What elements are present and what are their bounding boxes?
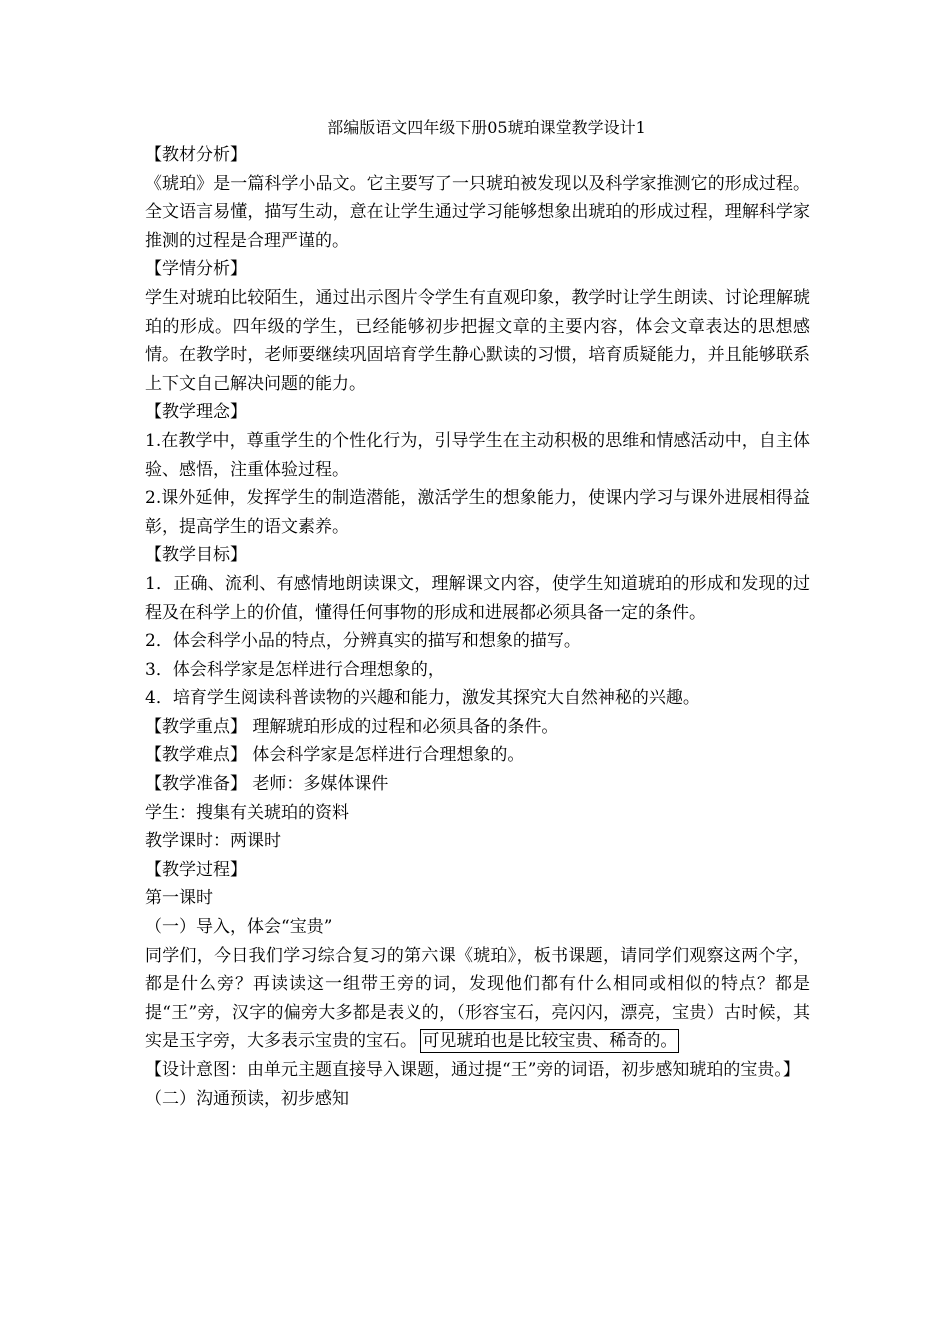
concept-heading: 【教学理念】 — [145, 402, 247, 423]
step-2-heading: （二）沟通预读，初步感知 — [145, 1088, 349, 1109]
difficulty: 【教学难点】 体会科学家是怎样进行合理想象的。 — [145, 745, 525, 766]
prep-teacher: 【教学准备】 老师：多媒体课件 — [145, 774, 389, 795]
goal-item-4: 4．培育学生阅读科普读物的兴趣和能力，激发其探究大自然神秘的兴趣。 — [145, 688, 700, 709]
goal-item-3: 3．体会科学家是怎样进行合理想象的， — [145, 659, 445, 680]
student-heading: 【学情分析】 — [145, 259, 247, 280]
step-1-boxed-note: 可见琥珀也是比较宝贵、稀奇的。 — [422, 1031, 678, 1052]
student-text: 学生对琥珀比较陌生，通过出示图片令学生有直观印象，教学时让学生朗读、讨论理解琥珀的形成。四年级的学生，已经能够初步把握文章的主要内容，体会文章表达的思想感情。在教学时，老师要继续巩固培育学生静心默读的习惯，培育质疑能力，并且能够联系上下文自己解决问题的能力。 — [145, 287, 810, 394]
design-intent: 【设计意图：由单元主题直接导入课题，通过提“王”旁的词语，初步感知琥珀的宝贵。】 — [145, 1060, 800, 1080]
lesson-1-heading: 第一课时 — [145, 888, 213, 909]
process-heading: 【教学过程】 — [145, 859, 247, 880]
document-title: 部编版语文四年级下册05琥珀课堂教学设计1 — [327, 118, 646, 137]
step-1-body: 同学们，今日我们学习综合复习的第六课《琥珀》，板书课题，请同学们观察这两个字，都是什么旁？再读读这一组带王旁的词，发现他们都有什么相同或相似的特点？都是提“王”旁，汉字的偏旁大多都是表义的，（形容宝石，亮闪闪，漂亮，宝贵）古时候，其实是玉字旁，大多表示宝贵的宝石。 — [145, 945, 810, 1052]
class-hours: 教学课时：两课时 — [145, 831, 281, 852]
material-text: 《琥珀》是一篇科学小品文。它主要写了一只琥珀被发现以及科学家推测它的形成过程。全文语言易懂，描写生动，意在让学生通过学习能够想象出琥珀的形成过程，理解科学家推测的过程是合理严谨的。 — [145, 173, 810, 251]
key-point: 【教学重点】 理解琥珀形成的过程和必须具备的条件。 — [145, 716, 559, 737]
concept-item-2: 2.课外延伸，发挥学生的制造潜能，激活学生的想象能力，使课内学习与课外进展相得益彰，提高学生的语文素养。 — [145, 488, 810, 537]
goal-item-1: 1．正确、流利、有感情地朗读课文，理解课文内容，使学生知道琥珀的形成和发现的过程及在科学上的价值，懂得任何事物的形成和进展都必须具备一定的条件。 — [145, 573, 810, 623]
goal-heading: 【教学目标】 — [145, 545, 247, 566]
material-heading: 【教材分析】 — [145, 145, 247, 165]
step-1-heading: （一）导入，体会“宝贵” — [145, 917, 333, 938]
goal-item-2: 2．体会科学小品的特点，分辨真实的描写和想象的描写。 — [145, 631, 581, 652]
document-page — [145, 114, 810, 1113]
step-1-text — [145, 942, 810, 1056]
concept-item-1: 1.在教学中，尊重学生的个性化行为，引导学生在主动积极的思维和情感活动中，自主体验、感悟，注重体验过程。 — [145, 430, 810, 480]
prep-student: 学生：搜集有关琥珀的资料 — [145, 802, 349, 823]
